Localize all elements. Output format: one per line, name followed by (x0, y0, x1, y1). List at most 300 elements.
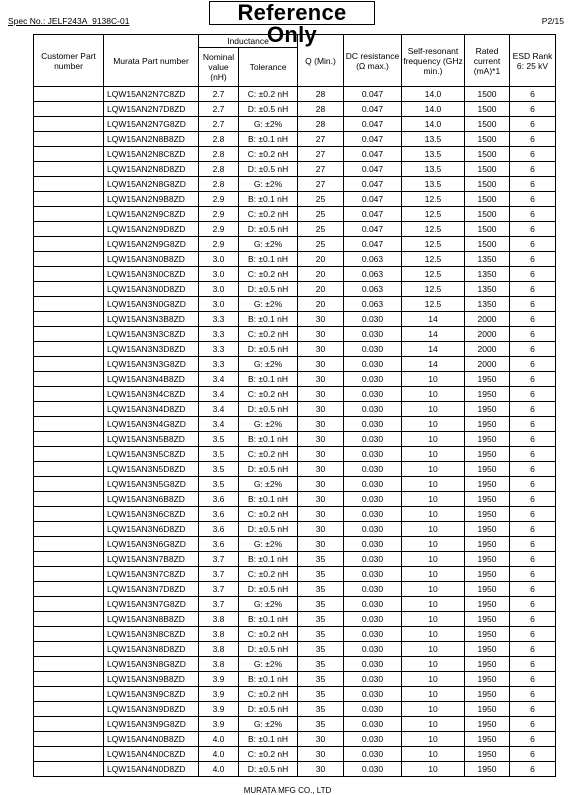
table-row (34, 177, 556, 192)
murata-part-number-cell: LQW15AN4N0D8ZD (104, 762, 199, 777)
customer-part-number-cell (34, 432, 104, 447)
rated-current-cell: 1950 (465, 747, 510, 762)
srf-cell: 13.5 (402, 162, 465, 177)
murata-part-number-cell: LQW15AN2N7D8ZD (104, 102, 199, 117)
rated-current-cell: 1500 (465, 162, 510, 177)
dc-resistance-cell: 0.030 (344, 417, 402, 432)
q-cell: 35 (298, 657, 344, 672)
header-q: Q (Min.) (298, 35, 344, 87)
customer-part-number-cell (34, 162, 104, 177)
esd-rank-cell: 6 (510, 237, 556, 252)
murata-part-number-cell: LQW15AN2N9D8ZD (104, 222, 199, 237)
rated-current-cell: 1500 (465, 102, 510, 117)
murata-part-number-cell: LQW15AN3N3G8ZD (104, 357, 199, 372)
srf-cell: 10 (402, 687, 465, 702)
q-cell: 35 (298, 597, 344, 612)
customer-part-number-cell (34, 537, 104, 552)
rated-current-cell: 1950 (465, 567, 510, 582)
rated-current-cell: 1950 (465, 582, 510, 597)
murata-part-number-cell: LQW15AN3N5B8ZD (104, 432, 199, 447)
nominal-value-cell: 3.3 (199, 327, 239, 342)
rated-current-cell: 1950 (465, 417, 510, 432)
murata-part-number-cell: LQW15AN2N7G8ZD (104, 117, 199, 132)
srf-cell: 10 (402, 477, 465, 492)
murata-part-number-cell: LQW15AN3N5C8ZD (104, 447, 199, 462)
table-row (34, 462, 556, 477)
murata-part-number-cell: LQW15AN3N5G8ZD (104, 477, 199, 492)
esd-rank-cell: 6 (510, 672, 556, 687)
esd-rank-cell: 6 (510, 327, 556, 342)
dc-resistance-cell: 0.030 (344, 762, 402, 777)
murata-part-number-cell: LQW15AN2N9G8ZD (104, 237, 199, 252)
tolerance-cell: B: ±0.1 nH (239, 132, 298, 147)
srf-cell: 14 (402, 327, 465, 342)
customer-part-number-cell (34, 762, 104, 777)
dc-resistance-cell: 0.030 (344, 597, 402, 612)
esd-rank-cell: 6 (510, 567, 556, 582)
rated-current-cell: 2000 (465, 327, 510, 342)
q-cell: 28 (298, 87, 344, 102)
header-murata: Murata Part number (104, 35, 199, 87)
rated-current-cell: 1500 (465, 132, 510, 147)
murata-part-number-cell: LQW15AN3N6B8ZD (104, 492, 199, 507)
srf-cell: 12.5 (402, 252, 465, 267)
esd-rank-cell: 6 (510, 222, 556, 237)
tolerance-cell: B: ±0.1 nH (239, 612, 298, 627)
customer-part-number-cell (34, 747, 104, 762)
esd-rank-cell: 6 (510, 582, 556, 597)
esd-rank-cell: 6 (510, 282, 556, 297)
rated-current-cell: 1500 (465, 237, 510, 252)
srf-cell: 13.5 (402, 177, 465, 192)
tolerance-cell: B: ±0.1 nH (239, 312, 298, 327)
tolerance-cell: B: ±0.1 nH (239, 492, 298, 507)
dc-resistance-cell: 0.047 (344, 132, 402, 147)
customer-part-number-cell (34, 87, 104, 102)
rated-current-cell: 1950 (465, 462, 510, 477)
nominal-value-cell: 3.5 (199, 447, 239, 462)
murata-part-number-cell: LQW15AN2N8D8ZD (104, 162, 199, 177)
customer-part-number-cell (34, 447, 104, 462)
esd-rank-cell: 6 (510, 297, 556, 312)
rated-current-cell: 1950 (465, 537, 510, 552)
murata-part-number-cell: LQW15AN2N9C8ZD (104, 207, 199, 222)
table-row (34, 162, 556, 177)
srf-cell: 10 (402, 627, 465, 642)
table-row (34, 657, 556, 672)
dc-resistance-cell: 0.047 (344, 102, 402, 117)
table-row (34, 87, 556, 102)
dc-resistance-cell: 0.047 (344, 87, 402, 102)
rated-current-cell: 1500 (465, 207, 510, 222)
srf-cell: 10 (402, 537, 465, 552)
srf-cell: 10 (402, 762, 465, 777)
rated-current-cell: 1950 (465, 672, 510, 687)
murata-part-number-cell: LQW15AN3N5D8ZD (104, 462, 199, 477)
rated-current-cell: 1950 (465, 642, 510, 657)
q-cell: 30 (298, 732, 344, 747)
q-cell: 27 (298, 132, 344, 147)
q-cell: 25 (298, 222, 344, 237)
table-row (34, 537, 556, 552)
table-row (34, 432, 556, 447)
q-cell: 27 (298, 147, 344, 162)
tolerance-cell: D: ±0.5 nH (239, 342, 298, 357)
q-cell: 35 (298, 567, 344, 582)
tolerance-cell: C: ±0.2 nH (239, 747, 298, 762)
srf-cell: 14 (402, 357, 465, 372)
customer-part-number-cell (34, 702, 104, 717)
murata-part-number-cell: LQW15AN2N7C8ZD (104, 87, 199, 102)
dc-resistance-cell: 0.030 (344, 507, 402, 522)
table-row (34, 582, 556, 597)
srf-cell: 10 (402, 597, 465, 612)
table-row (34, 642, 556, 657)
customer-part-number-cell (34, 222, 104, 237)
nominal-value-cell: 3.7 (199, 582, 239, 597)
table-row (34, 417, 556, 432)
srf-cell: 10 (402, 402, 465, 417)
rated-current-cell: 1950 (465, 432, 510, 447)
rated-current-cell: 1350 (465, 282, 510, 297)
rated-current-cell: 1500 (465, 147, 510, 162)
tolerance-cell: G: ±2% (239, 717, 298, 732)
table-row (34, 672, 556, 687)
table-row (34, 597, 556, 612)
tolerance-cell: D: ±0.5 nH (239, 162, 298, 177)
customer-part-number-cell (34, 327, 104, 342)
q-cell: 35 (298, 687, 344, 702)
table-row (34, 717, 556, 732)
rated-current-cell: 1950 (465, 762, 510, 777)
q-cell: 35 (298, 672, 344, 687)
tolerance-cell: B: ±0.1 nH (239, 192, 298, 207)
q-cell: 30 (298, 462, 344, 477)
dc-resistance-cell: 0.030 (344, 582, 402, 597)
tolerance-cell: B: ±0.1 nH (239, 252, 298, 267)
esd-rank-cell: 6 (510, 432, 556, 447)
q-cell: 20 (298, 267, 344, 282)
customer-part-number-cell (34, 612, 104, 627)
esd-rank-cell: 6 (510, 627, 556, 642)
dc-resistance-cell: 0.030 (344, 327, 402, 342)
table-row (34, 222, 556, 237)
nominal-value-cell: 2.8 (199, 162, 239, 177)
customer-part-number-cell (34, 297, 104, 312)
murata-part-number-cell: LQW15AN3N7D8ZD (104, 582, 199, 597)
rated-current-cell: 1350 (465, 267, 510, 282)
tolerance-cell: G: ±2% (239, 657, 298, 672)
page-number: P2/15 (541, 16, 564, 26)
rated-current-cell: 2000 (465, 357, 510, 372)
rated-current-cell: 2000 (465, 312, 510, 327)
q-cell: 35 (298, 552, 344, 567)
rated-current-cell: 1950 (465, 657, 510, 672)
customer-part-number-cell (34, 642, 104, 657)
tolerance-cell: G: ±2% (239, 537, 298, 552)
customer-part-number-cell (34, 132, 104, 147)
table-row (34, 492, 556, 507)
tolerance-cell: D: ±0.5 nH (239, 402, 298, 417)
q-cell: 35 (298, 582, 344, 597)
dc-resistance-cell: 0.047 (344, 177, 402, 192)
nominal-value-cell: 3.9 (199, 717, 239, 732)
dc-resistance-cell: 0.030 (344, 492, 402, 507)
srf-cell: 10 (402, 447, 465, 462)
esd-rank-cell: 6 (510, 417, 556, 432)
dc-resistance-cell: 0.030 (344, 462, 402, 477)
rated-current-cell: 1950 (465, 477, 510, 492)
dc-resistance-cell: 0.047 (344, 147, 402, 162)
murata-part-number-cell: LQW15AN3N0C8ZD (104, 267, 199, 282)
murata-part-number-cell: LQW15AN3N9B8ZD (104, 672, 199, 687)
table-row (34, 252, 556, 267)
table-row (34, 192, 556, 207)
rated-current-cell: 1950 (465, 687, 510, 702)
customer-part-number-cell (34, 207, 104, 222)
dc-resistance-cell: 0.047 (344, 222, 402, 237)
esd-rank-cell: 6 (510, 357, 556, 372)
table-row (34, 207, 556, 222)
tolerance-cell: C: ±0.2 nH (239, 627, 298, 642)
tolerance-cell: D: ±0.5 nH (239, 462, 298, 477)
customer-part-number-cell (34, 492, 104, 507)
srf-cell: 10 (402, 672, 465, 687)
esd-rank-cell: 6 (510, 192, 556, 207)
nominal-value-cell: 3.3 (199, 312, 239, 327)
rated-current-cell: 1350 (465, 252, 510, 267)
nominal-value-cell: 3.4 (199, 372, 239, 387)
dc-resistance-cell: 0.030 (344, 687, 402, 702)
header-nominal-value: Nominal value (nH) (199, 48, 239, 87)
table-row (34, 552, 556, 567)
rated-current-cell: 1950 (465, 612, 510, 627)
q-cell: 30 (298, 762, 344, 777)
table-row (34, 297, 556, 312)
esd-rank-cell: 6 (510, 717, 556, 732)
tolerance-cell: C: ±0.2 nH (239, 87, 298, 102)
esd-rank-cell: 6 (510, 612, 556, 627)
dc-resistance-cell: 0.030 (344, 432, 402, 447)
rated-current-cell: 1950 (465, 387, 510, 402)
esd-rank-cell: 6 (510, 747, 556, 762)
table-row (34, 627, 556, 642)
rated-current-cell: 1500 (465, 177, 510, 192)
customer-part-number-cell (34, 342, 104, 357)
table-row (34, 372, 556, 387)
customer-part-number-cell (34, 372, 104, 387)
srf-cell: 14 (402, 342, 465, 357)
document-title: Reference Only (209, 1, 375, 25)
table-row (34, 507, 556, 522)
customer-part-number-cell (34, 117, 104, 132)
srf-cell: 10 (402, 582, 465, 597)
esd-rank-cell: 6 (510, 687, 556, 702)
tolerance-cell: D: ±0.5 nH (239, 762, 298, 777)
nominal-value-cell: 3.5 (199, 477, 239, 492)
esd-rank-cell: 6 (510, 657, 556, 672)
murata-part-number-cell: LQW15AN3N3C8ZD (104, 327, 199, 342)
rated-current-cell: 1350 (465, 297, 510, 312)
rated-current-cell: 2000 (465, 342, 510, 357)
customer-part-number-cell (34, 357, 104, 372)
nominal-value-cell: 2.7 (199, 87, 239, 102)
customer-part-number-cell (34, 717, 104, 732)
nominal-value-cell: 3.5 (199, 432, 239, 447)
customer-part-number-cell (34, 597, 104, 612)
murata-part-number-cell: LQW15AN4N0C8ZD (104, 747, 199, 762)
tolerance-cell: C: ±0.2 nH (239, 147, 298, 162)
q-cell: 25 (298, 207, 344, 222)
nominal-value-cell: 3.5 (199, 462, 239, 477)
tolerance-cell: C: ±0.2 nH (239, 327, 298, 342)
tolerance-cell: C: ±0.2 nH (239, 447, 298, 462)
rated-current-cell: 1950 (465, 717, 510, 732)
murata-part-number-cell: LQW15AN3N0G8ZD (104, 297, 199, 312)
tolerance-cell: G: ±2% (239, 357, 298, 372)
q-cell: 27 (298, 177, 344, 192)
srf-cell: 13.5 (402, 132, 465, 147)
rated-current-cell: 1950 (465, 447, 510, 462)
q-cell: 30 (298, 327, 344, 342)
tolerance-cell: G: ±2% (239, 177, 298, 192)
customer-part-number-cell (34, 312, 104, 327)
customer-part-number-cell (34, 462, 104, 477)
dc-resistance-cell: 0.030 (344, 537, 402, 552)
table-row (34, 477, 556, 492)
murata-part-number-cell: LQW15AN3N8G8ZD (104, 657, 199, 672)
q-cell: 25 (298, 237, 344, 252)
q-cell: 35 (298, 717, 344, 732)
footer-company: MURATA MFG CO., LTD (243, 786, 332, 795)
q-cell: 30 (298, 342, 344, 357)
dc-resistance-cell: 0.030 (344, 402, 402, 417)
q-cell: 30 (298, 357, 344, 372)
dc-resistance-cell: 0.047 (344, 117, 402, 132)
esd-rank-cell: 6 (510, 507, 556, 522)
tolerance-cell: G: ±2% (239, 297, 298, 312)
tolerance-cell: D: ±0.5 nH (239, 642, 298, 657)
q-cell: 28 (298, 117, 344, 132)
murata-part-number-cell: LQW15AN3N4D8ZD (104, 402, 199, 417)
dc-resistance-cell: 0.030 (344, 732, 402, 747)
murata-part-number-cell: LQW15AN2N9B8ZD (104, 192, 199, 207)
table-row (34, 312, 556, 327)
tolerance-cell: C: ±0.2 nH (239, 507, 298, 522)
rated-current-cell: 1950 (465, 702, 510, 717)
srf-cell: 12.5 (402, 282, 465, 297)
nominal-value-cell: 3.6 (199, 522, 239, 537)
srf-cell: 10 (402, 507, 465, 522)
rated-current-cell: 1950 (465, 492, 510, 507)
dc-resistance-cell: 0.030 (344, 477, 402, 492)
nominal-value-cell: 3.7 (199, 567, 239, 582)
table-row (34, 327, 556, 342)
murata-part-number-cell: LQW15AN3N3D8ZD (104, 342, 199, 357)
dc-resistance-cell: 0.030 (344, 552, 402, 567)
tolerance-cell: D: ±0.5 nH (239, 522, 298, 537)
srf-cell: 12.5 (402, 297, 465, 312)
tolerance-cell: G: ±2% (239, 417, 298, 432)
q-cell: 35 (298, 642, 344, 657)
nominal-value-cell: 2.8 (199, 132, 239, 147)
table-row (34, 387, 556, 402)
dc-resistance-cell: 0.063 (344, 297, 402, 312)
murata-part-number-cell: LQW15AN2N8G8ZD (104, 177, 199, 192)
customer-part-number-cell (34, 237, 104, 252)
table-row (34, 747, 556, 762)
tolerance-cell: C: ±0.2 nH (239, 267, 298, 282)
tolerance-cell: C: ±0.2 nH (239, 207, 298, 222)
customer-part-number-cell (34, 402, 104, 417)
srf-cell: 12.5 (402, 267, 465, 282)
rated-current-cell: 1500 (465, 87, 510, 102)
nominal-value-cell: 2.9 (199, 222, 239, 237)
nominal-value-cell: 3.8 (199, 627, 239, 642)
srf-cell: 10 (402, 432, 465, 447)
tolerance-cell: G: ±2% (239, 597, 298, 612)
q-cell: 35 (298, 702, 344, 717)
nominal-value-cell: 2.8 (199, 177, 239, 192)
dc-resistance-cell: 0.030 (344, 747, 402, 762)
table-row (34, 732, 556, 747)
tolerance-cell: B: ±0.1 nH (239, 672, 298, 687)
dc-resistance-cell: 0.030 (344, 612, 402, 627)
dc-resistance-cell: 0.030 (344, 387, 402, 402)
dc-resistance-cell: 0.030 (344, 642, 402, 657)
dc-resistance-cell: 0.030 (344, 342, 402, 357)
nominal-value-cell: 3.6 (199, 492, 239, 507)
esd-rank-cell: 6 (510, 537, 556, 552)
customer-part-number-cell (34, 552, 104, 567)
tolerance-cell: B: ±0.1 nH (239, 432, 298, 447)
srf-cell: 12.5 (402, 207, 465, 222)
esd-rank-cell: 6 (510, 252, 556, 267)
murata-part-number-cell: LQW15AN3N8B8ZD (104, 612, 199, 627)
customer-part-number-cell (34, 507, 104, 522)
customer-part-number-cell (34, 687, 104, 702)
spec-number: Spec No.: JELF243A_9138C-01 (8, 16, 130, 26)
header-customer: Customer Part number (34, 35, 104, 87)
murata-part-number-cell: LQW15AN3N8D8ZD (104, 642, 199, 657)
srf-cell: 10 (402, 732, 465, 747)
customer-part-number-cell (34, 417, 104, 432)
table-row (34, 402, 556, 417)
nominal-value-cell: 3.7 (199, 552, 239, 567)
q-cell: 25 (298, 192, 344, 207)
table-row (34, 117, 556, 132)
tolerance-cell: C: ±0.2 nH (239, 567, 298, 582)
murata-part-number-cell: LQW15AN3N4C8ZD (104, 387, 199, 402)
esd-rank-cell: 6 (510, 372, 556, 387)
q-cell: 28 (298, 102, 344, 117)
nominal-value-cell: 3.4 (199, 402, 239, 417)
table-row (34, 237, 556, 252)
tolerance-cell: D: ±0.5 nH (239, 102, 298, 117)
srf-cell: 14.0 (402, 117, 465, 132)
nominal-value-cell: 4.0 (199, 747, 239, 762)
header-dc-resistance: DC resistance (Ω max.) (344, 35, 402, 87)
nominal-value-cell: 3.6 (199, 537, 239, 552)
murata-part-number-cell: LQW15AN3N6G8ZD (104, 537, 199, 552)
esd-rank-cell: 6 (510, 387, 556, 402)
nominal-value-cell: 4.0 (199, 732, 239, 747)
table-row (34, 102, 556, 117)
murata-part-number-cell: LQW15AN2N8B8ZD (104, 132, 199, 147)
customer-part-number-cell (34, 672, 104, 687)
esd-rank-cell: 6 (510, 492, 556, 507)
srf-cell: 12.5 (402, 222, 465, 237)
